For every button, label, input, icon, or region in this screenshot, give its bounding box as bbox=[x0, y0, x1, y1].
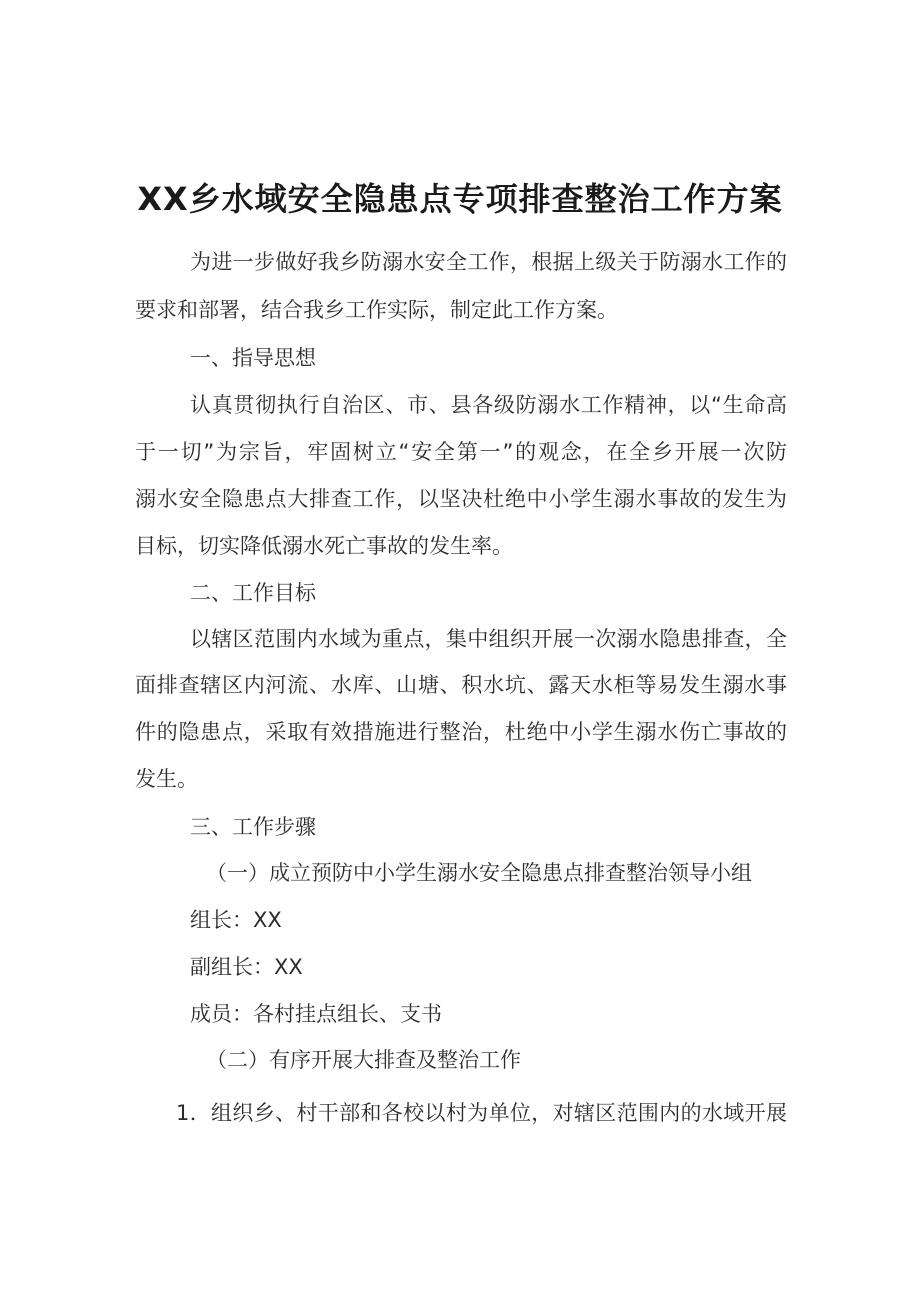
subsection-2-heading: （二）有序开展大排查及整治工作 bbox=[206, 1048, 521, 1072]
section-1-heading: 一、指导思想 bbox=[190, 346, 316, 370]
section-2-line-1: 以辖区范围内水域为重点，集中组织开展一次溺水隐患排查，全 bbox=[190, 627, 787, 651]
document-title: XX乡水域安全隐患点专项排查整治工作方案 bbox=[137, 180, 783, 218]
list-item-1: 1．组织乡、村干部和各校以村为单位，对辖区范围内的水域开展 bbox=[176, 1101, 787, 1125]
section-2-line-2: 面排查辖区内河流、水库、山塘、积水坑、露天水柜等易发生溺水事 bbox=[135, 673, 787, 697]
section-2-heading: 二、工作目标 bbox=[190, 581, 316, 605]
intro-line-2: 要求和部署，结合我乡工作实际，制定此工作方案。 bbox=[135, 298, 618, 322]
group-leader-line: 组长：XX bbox=[190, 908, 282, 932]
section-1-line-2: 于一切”为宗旨，牢固树立“安全第一”的观念，在全乡开展一次防 bbox=[135, 440, 787, 464]
members-line: 成员：各村挂点组长、支书 bbox=[190, 1002, 442, 1026]
section-3-heading: 三、工作步骤 bbox=[190, 815, 316, 839]
intro-line-1: 为进一步做好我乡防溺水安全工作，根据上级关于防溺水工作的 bbox=[190, 250, 787, 274]
section-2-line-3: 件的隐患点，采取有效措施进行整治，杜绝中小学生溺水伤亡事故的 bbox=[135, 720, 787, 744]
subsection-1-heading: （一）成立预防中小学生溺水安全隐患点排查整治领导小组 bbox=[206, 861, 752, 885]
section-2-line-4: 发生。 bbox=[135, 767, 198, 791]
section-1-line-4: 目标，切实降低溺水死亡事故的发生率。 bbox=[135, 534, 513, 558]
deputy-leader-line: 副组长：XX bbox=[190, 955, 303, 979]
section-1-line-3: 溺水安全隐患点大排查工作，以坚决杜绝中小学生溺水事故的发生为 bbox=[135, 487, 787, 511]
section-1-line-1: 认真贯彻执行自治区、市、县各级防溺水工作精神，以“生命高 bbox=[190, 393, 787, 417]
